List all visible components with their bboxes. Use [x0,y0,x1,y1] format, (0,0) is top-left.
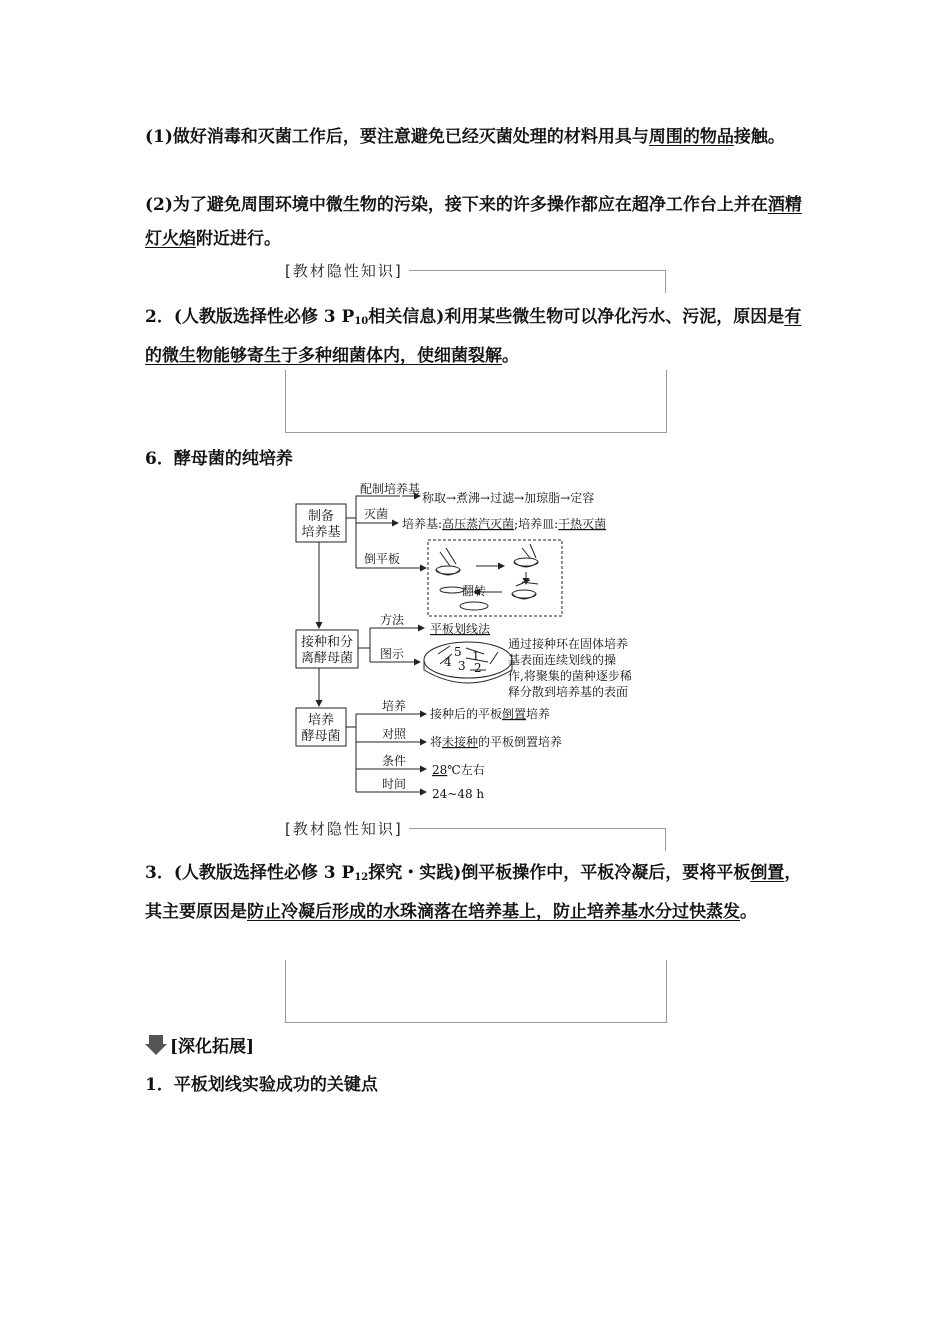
paragraph-2: (2)为了避免周围环境中微生物的污染，接下来的许多操作都应在超净工作台上并在酒精灯火焰附近进行。 [145,195,802,249]
box2-line2: 离酵母菌 [300,651,354,666]
label-prepare: 配制培养基 [360,482,421,496]
box2-line1: 接种和分 [300,635,354,650]
sterilize-text: 培养基:高压蒸汽灭菌;培养皿:干热灭菌 [402,517,607,531]
underline-answer: 酒精灯火焰 [145,195,802,249]
label-culture: 培养 [382,699,407,713]
underline-answer: 有的微生物能够寄生于多种细菌体内，使细菌裂解 [145,307,802,366]
label-method: 方法 [380,613,405,627]
paragraph-1: (1)做好消毒和灭菌工作后，要注意避免已经灭菌处理的材料用具与周围的物品接触。 [145,127,785,147]
label-time: 时间 [382,777,407,791]
underline-answer: 周围的物品 [648,127,734,147]
dish-num-5: 5 [454,645,462,659]
dish-num-4: 4 [444,655,452,669]
condition-text: 28℃左右 [432,763,485,777]
box3-line1: 培养 [307,713,335,728]
underline-answer: 防止冷凝后形成的水珠滴落在培养基上，防止培养基水分过快蒸发 [247,902,740,922]
steps-text: 称取→煮沸→过滤→加琼脂→定容 [422,491,595,505]
label-sterilize: 灭菌 [364,507,389,521]
desc-line4: 释分散到培养基的表面 [508,685,629,699]
knowledge-box-footer [285,960,667,1023]
knowledge-box-footer [285,370,667,433]
culture-text: 接种后的平板倒置培养 [430,707,551,721]
question-2: 2．(人教版选择性必修 3 $P_{10}$相关信息)利用某些微生物可以净化污水、污泥，原因是有的微生物能够寄生于多种细菌体内，使细菌裂解。 [145,307,802,366]
dish-num-1: 1 [472,649,480,663]
control-text: 将未接种的平板倒置培养 [430,735,563,749]
dish-num-2: 2 [474,661,482,675]
key-point-1: 1．平板划线实验成功的关键点 [145,1075,378,1095]
method-text: 平板划线法 [430,622,491,636]
desc-line3: 作,将聚集的菌种逐步稀 [508,669,632,683]
desc-line1: 通过接种环在固体培养 [508,637,629,651]
box1-line2: 培养基 [301,525,341,540]
section-title-6: 6．酵母菌的纯培养 [145,449,293,469]
label-figure: 图示 [380,647,405,661]
label-control: 对照 [382,727,407,741]
underline-answer: 倒置 [750,863,785,883]
label-pour-plate: 倒平板 [364,552,401,566]
label-condition: 条件 [382,754,407,768]
yeast-culture-diagram [290,482,670,804]
box3-line2: 酵母菌 [301,729,341,744]
question-3: 3．(人教版选择性必修 3 $P_{12}$探究・实践)倒平板操作中，平板冷凝后，要将平板倒置，其主要原因是防止冷凝后形成的水珠滴落在培养基上，防止培养基水分过快蒸发。 [145,863,802,922]
deep-expansion-title: [深化拓展] [170,1037,255,1057]
desc-line2: 基表面连续划线的操 [508,653,617,667]
time-text: 24~48 h [432,787,485,801]
arrow-down-icon [145,1035,167,1055]
dish-num-3: 3 [458,659,466,673]
box1-line1: 制备 [307,509,335,524]
flip-text: 翻转 [462,584,487,598]
